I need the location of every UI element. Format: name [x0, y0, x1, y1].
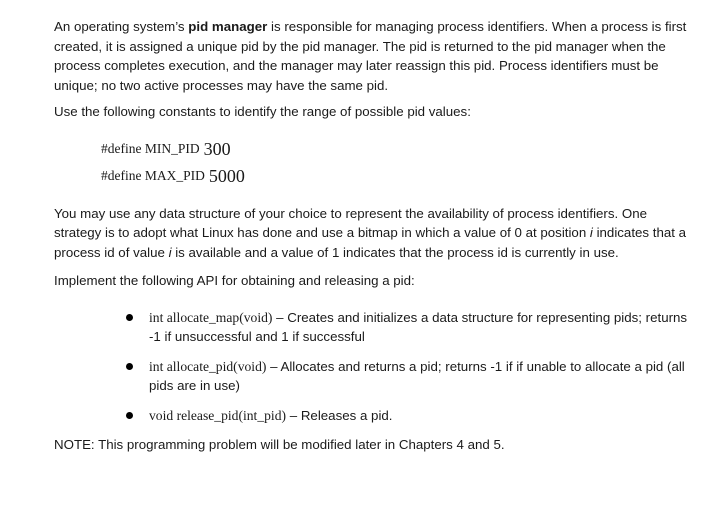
- ds-text-1: You may use any data structure of your choice to represent the availability of process identifiers. One strategy is to adopt what Linux has done and use a bitmap in which a value of 0 at position: [54, 205, 648, 240]
- api-intro: Implement the following API for obtaining and releasing a pid:: [54, 273, 415, 288]
- note-paragraph: NOTE: This programming problem will be modified later in Chapters 4 and 5.: [54, 437, 505, 452]
- intro-text-after: is responsible for managing process identifiers. When a process is first created, it is assigned a unique pid by the pid manager. The pid is returned to the pid manager when the process completes execution, and the manager may later reassign this pid. Process identifiers must be unique; no two active processes may have the same pid.: [54, 19, 687, 93]
- api-list: [54, 308, 694, 426]
- api-item-allocate-pid: [126, 357, 694, 396]
- data-structure-paragraph: [54, 204, 694, 263]
- define-min-pid-text: #define MIN_PID: [101, 141, 200, 156]
- ds-italic-i-2: i: [168, 244, 172, 260]
- api-description: – Releases a pid.: [286, 407, 393, 423]
- document-page: [54, 17, 694, 455]
- define-max-pid-text: #define MAX_PID: [101, 168, 205, 183]
- api-description: – Creates and initializes a data structure for representing pids; returns -1 if unsuccessful and 1 if successful: [149, 309, 688, 344]
- define-block: [101, 136, 694, 190]
- api-signature: void release_pid(int_pid): [149, 407, 287, 423]
- bullet-icon: [126, 412, 133, 419]
- api-signature: int allocate_pid(void): [149, 358, 267, 374]
- api-signature: int allocate_map(void): [149, 309, 273, 325]
- intro-text-before: An operating system’s: [54, 19, 189, 34]
- define-min-pid-value: 300: [203, 139, 231, 159]
- constants-intro: Use the following constants to identify the range of possible pid values:: [54, 104, 471, 119]
- ds-italic-i-1: i: [589, 225, 593, 240]
- api-item-release-pid: [126, 406, 694, 426]
- define-max-pid: [101, 163, 694, 190]
- ds-text-3: is available and a value of 1 indicates that the process id is currently in use.: [171, 244, 619, 260]
- api-description: – Allocates and returns a pid; returns -1 if if unable to allocate a pid (all pids are in use): [149, 358, 685, 393]
- intro-paragraph: [54, 17, 694, 95]
- bullet-icon: [126, 363, 133, 370]
- define-min-pid: [101, 136, 694, 163]
- bullet-icon: [126, 314, 133, 321]
- api-item-allocate-map: [126, 308, 694, 347]
- ds-text-2: indicates that a process id of value: [54, 225, 687, 260]
- pid-manager-term: pid manager: [188, 19, 268, 34]
- define-max-pid-value: 5000: [208, 166, 245, 186]
